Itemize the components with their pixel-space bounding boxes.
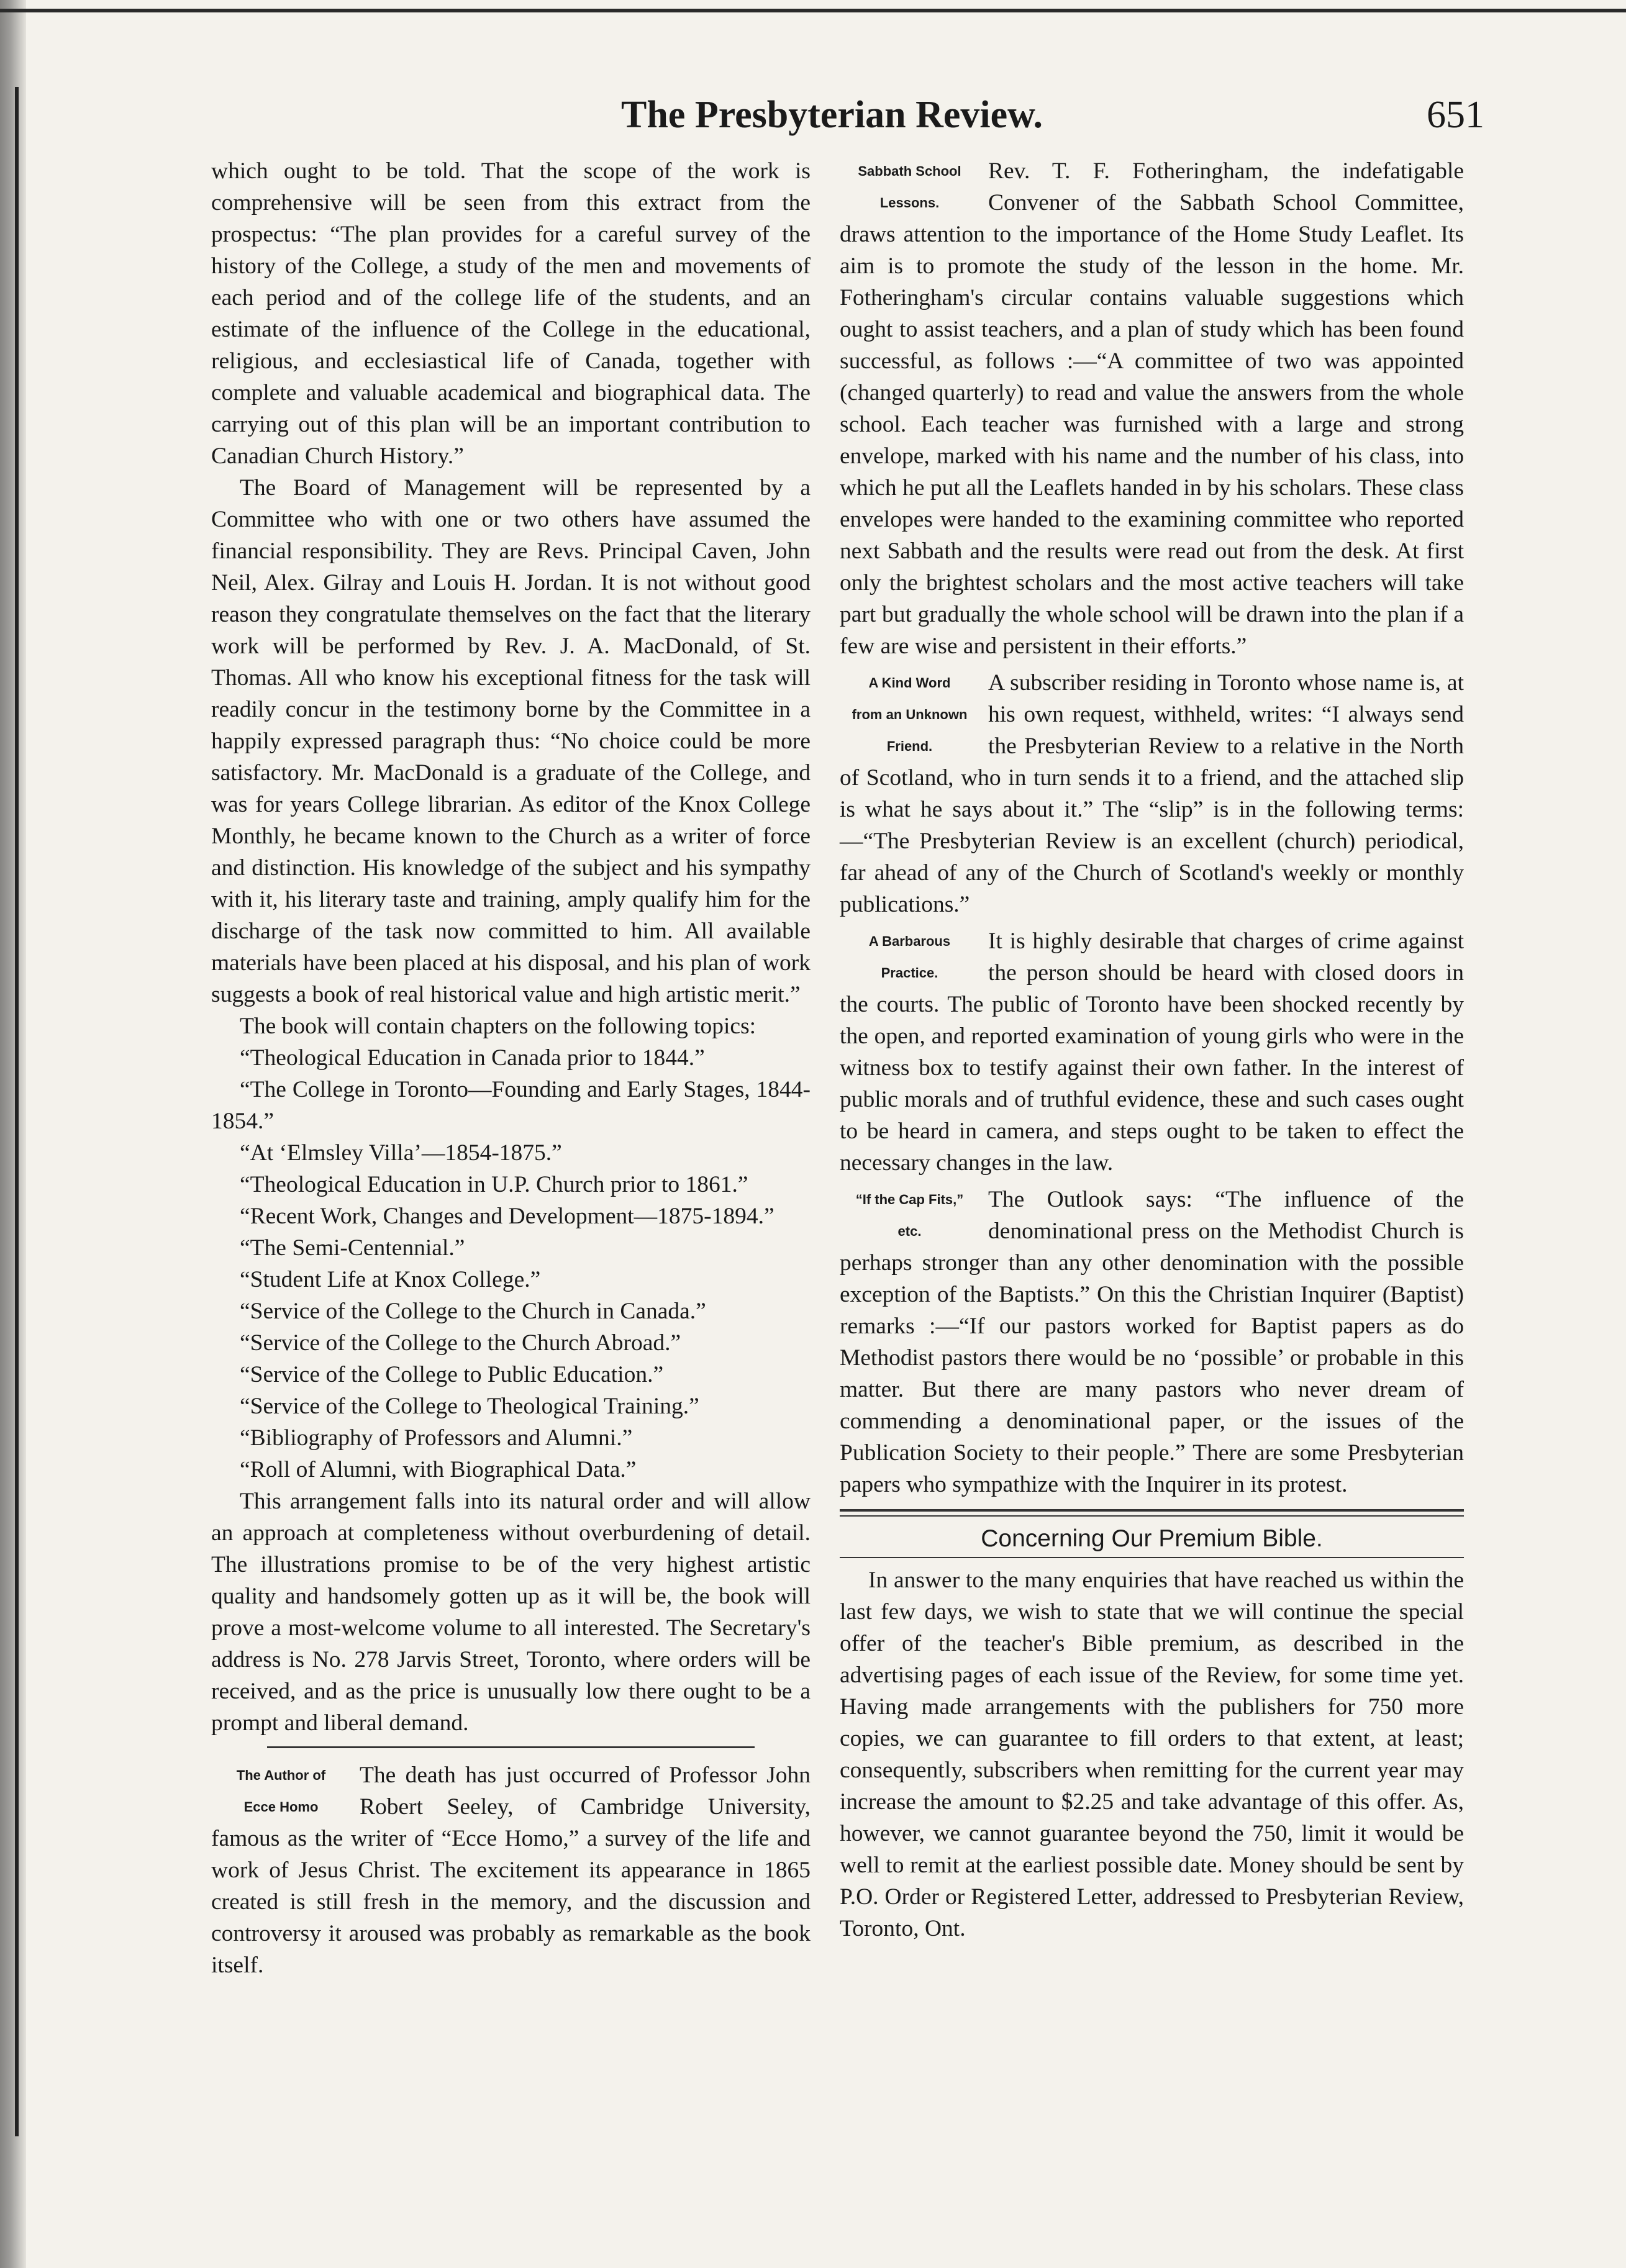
side-heading: A Barbarous Practice. (868, 933, 951, 981)
kind-word-text: A subscriber residing in Toronto whose name is, at his own request, withheld, writes: “I always send the Presbyterian Review to a relative in the North of Scotland, who in turn sends it to a friend, and the attached slip is what he says about it.” The “slip” is in the following terms:—“The Presbyterian Review is an excellent (church) periodical, far ahead of any of the Church of Scotland's weekly or monthly publications.” (840, 670, 1464, 917)
side-heading: A Kind Word from an Unknown Friend. (852, 675, 968, 754)
section-divider (267, 1746, 755, 1748)
list-item: “Theological Education in U.P. Church prior to 1861.” (240, 1172, 748, 1197)
side-heading: The Author of Ecce Homo (236, 1767, 326, 1815)
right-column (840, 155, 1464, 1944)
page-number: 651 (1427, 94, 1484, 136)
topics-intro: The book will contain chapters on the following topics: (240, 1014, 756, 1039)
page-header (168, 93, 1484, 143)
list-item: “The Semi-Centennial.” (240, 1235, 465, 1261)
list-item: “Service of the College to Theological Training.” (240, 1394, 699, 1419)
list-item: “The College in Toronto—Founding and Early Stages, 1844-1854.” (211, 1077, 811, 1134)
list-item: “At ‘Elmsley Villa’—1854-1875.” (240, 1140, 562, 1166)
kind-word-section (840, 667, 1464, 920)
sabbath-school-section (840, 155, 1464, 662)
board-paragraph: The Board of Management will be represented by a Committee who with one or two others have assumed the financial responsibility. They are Revs. Principal Caven, John Neil, Alex. Gilray and Louis H. Jordan. It is not without good reason they congratulate themselves on the fact that the literary work will be performed by Rev. J. A. MacDonald, of St. Thomas. All who know his exceptional fitness for the task will readily concur in the testimony borne by the Committee in a happily expressed paragraph thus: “No choice could be more satisfactory. Mr. MacDonald is a graduate of the College, and was for years College librarian. As editor of the Knox College Monthly, he became known to the Church as a writer of force and distinction. His knowledge of the subject and his sympathy with it, his literary taste and training, amply qualify him for the discharge of the task now committed to him. All available materials have been placed at his disposal, and his plan of work suggests a book of real historical value and high artistic merit.” (211, 475, 811, 1007)
premium-bible-heading: Concerning Our Premium Bible. (981, 1525, 1323, 1552)
barbarous-practice-text: It is highly desirable that charges of crime against the person should be heard with closed doors in the courts. The public of Toronto have been shocked recently by the open, and reported examination of young girls who were in the witness box to testify against their own father. In the interest of public morals and of truthful evidence, these and such cases ought to be heard in camera, and steps ought to be taken to effect the necessary changes in the law. (840, 928, 1464, 1176)
top-border-rule (0, 9, 1626, 12)
ecce-homo-text: The death has just occurred of Professor John Robert Seeley, of Cambridge University, famous as the writer of “Ecce Homo,” a survey of the life and work of Jesus Christ. The excitement its appearance in 1865 created is still fresh in the memory, and the discussion and controversy it aroused was probably as remarkable as the book itself. (211, 1762, 811, 1978)
sabbath-school-text: Rev. T. F. Fotheringham, the indefatigable Convener of the Sabbath School Committee, draws attention to the importance of the Home Study Leaflet. Its aim is to promote the study of the lesson in the home. Mr. Fotheringham's circular contains valuable suggestions which ought to assist teachers, and a plan of study which has been found successful, as follows :—“A committee of two was appointed (changed quarterly) to read and value the answers from the whole school. Each teacher was furnished with a large and strong envelope, marked with his name and the number of his class, into which he put all the Leaflets handed in by his scholars. These class envelopes were handed to the examining committee who reported next Sabbath and the results were read out from the desk. At first only the brightest scholars and the most active teachers will take part but gradually the whole school will be drawn into the plan if a few are wise and persistent in their efforts.” (840, 158, 1464, 659)
list-item: “Roll of Alumni, with Biographical Data.” (240, 1457, 637, 1482)
list-item: “Recent Work, Changes and Development—1875-1894.” (240, 1204, 774, 1229)
left-column (211, 155, 811, 1981)
list-item: “Service of the College to Public Education.” (240, 1362, 664, 1387)
book-spine-shadow (0, 0, 26, 2268)
list-item: “Bibliography of Professors and Alumni.” (240, 1425, 633, 1451)
list-item: “Student Life at Knox College.” (240, 1267, 541, 1292)
arrangement-paragraph: This arrangement falls into its natural order and will allow an approach at completeness without overburdening of detail. The illustrations promise to be of the very highest artistic quality and handsomely gotten up as it will be, the book will prove a most-welcome volume to all interested. The Secretary's address is No. 278 Jarvis Street, Toronto, where orders will be received, and as the price is unusually low there ought to be a prompt and liberal demand. (211, 1489, 811, 1736)
premium-bible-text: In answer to the many enquiries that have reached us within the last few days, we wish to state that we will continue the special offer of the teacher's Bible premium, as described in the advertising pages of each issue of the Review, for some time yet. Having made arrangements with the publishers for 750 more copies, we can guarantee to fill orders to that extent, at least; consequently, subscribers when remitting for the current year may increase the amount to $2.25 and take advantage of this offer. As, however, we cannot guarantee beyond the 750, limit it would be well to remit at the earliest possible date. Money should be sent by P.O. Order or Registered Letter, addressed to Presbyterian Review, Toronto, Ont. (840, 1567, 1464, 1941)
running-title: The Presbyterian Review. (621, 94, 1043, 136)
prospectus-paragraph: which ought to be told. That the scope of the work is comprehensive will be seen from this extract from the prospectus: “The plan provides for a careful survey of the history of the College, a study of the men and movements of each period and of the college life of the students, and an estimate of the influence of the College in the educational, religious, and ecclesiastical life of Canada, together with complete and valuable academical and biographical data. The carrying out of this plan will be an important contribution to Canadian Church History.” (211, 158, 811, 469)
cap-fits-section (840, 1184, 1464, 1500)
heading-rule-top (840, 1509, 1464, 1512)
ecce-homo-section (211, 1759, 811, 1981)
barbarous-practice-section (840, 925, 1464, 1179)
cap-fits-text: The Outlook says: “The influence of the denominational press on the Methodist Church is perhaps stronger than any other denomination with the possible exception of the Baptists.” On this the Christian Inquirer (Baptist) remarks :—“If our pastors worked for Baptist papers as do Methodist pastors there would be no ‘possible’ or probable in this matter. But there are many pastors who never dream of commending a denominational paper, or the issues of the Publication Society to their people.” There are some Presbyterian papers who sympathize with the Inquirer in its protest. (840, 1187, 1464, 1497)
binding-edge (15, 87, 19, 2136)
heading-rule-top-thin (840, 1515, 1464, 1517)
heading-rule-bottom (840, 1557, 1464, 1558)
list-item: “Service of the College to the Church in Canada.” (240, 1299, 706, 1324)
side-heading: “If the Cap Fits,” etc. (855, 1192, 964, 1239)
list-item: “Service of the College to the Church Abroad.” (240, 1330, 681, 1356)
topics-list (211, 1042, 811, 1486)
side-heading: Sabbath School Lessons. (858, 163, 961, 211)
list-item: “Theological Education in Canada prior to 1844.” (240, 1045, 705, 1071)
